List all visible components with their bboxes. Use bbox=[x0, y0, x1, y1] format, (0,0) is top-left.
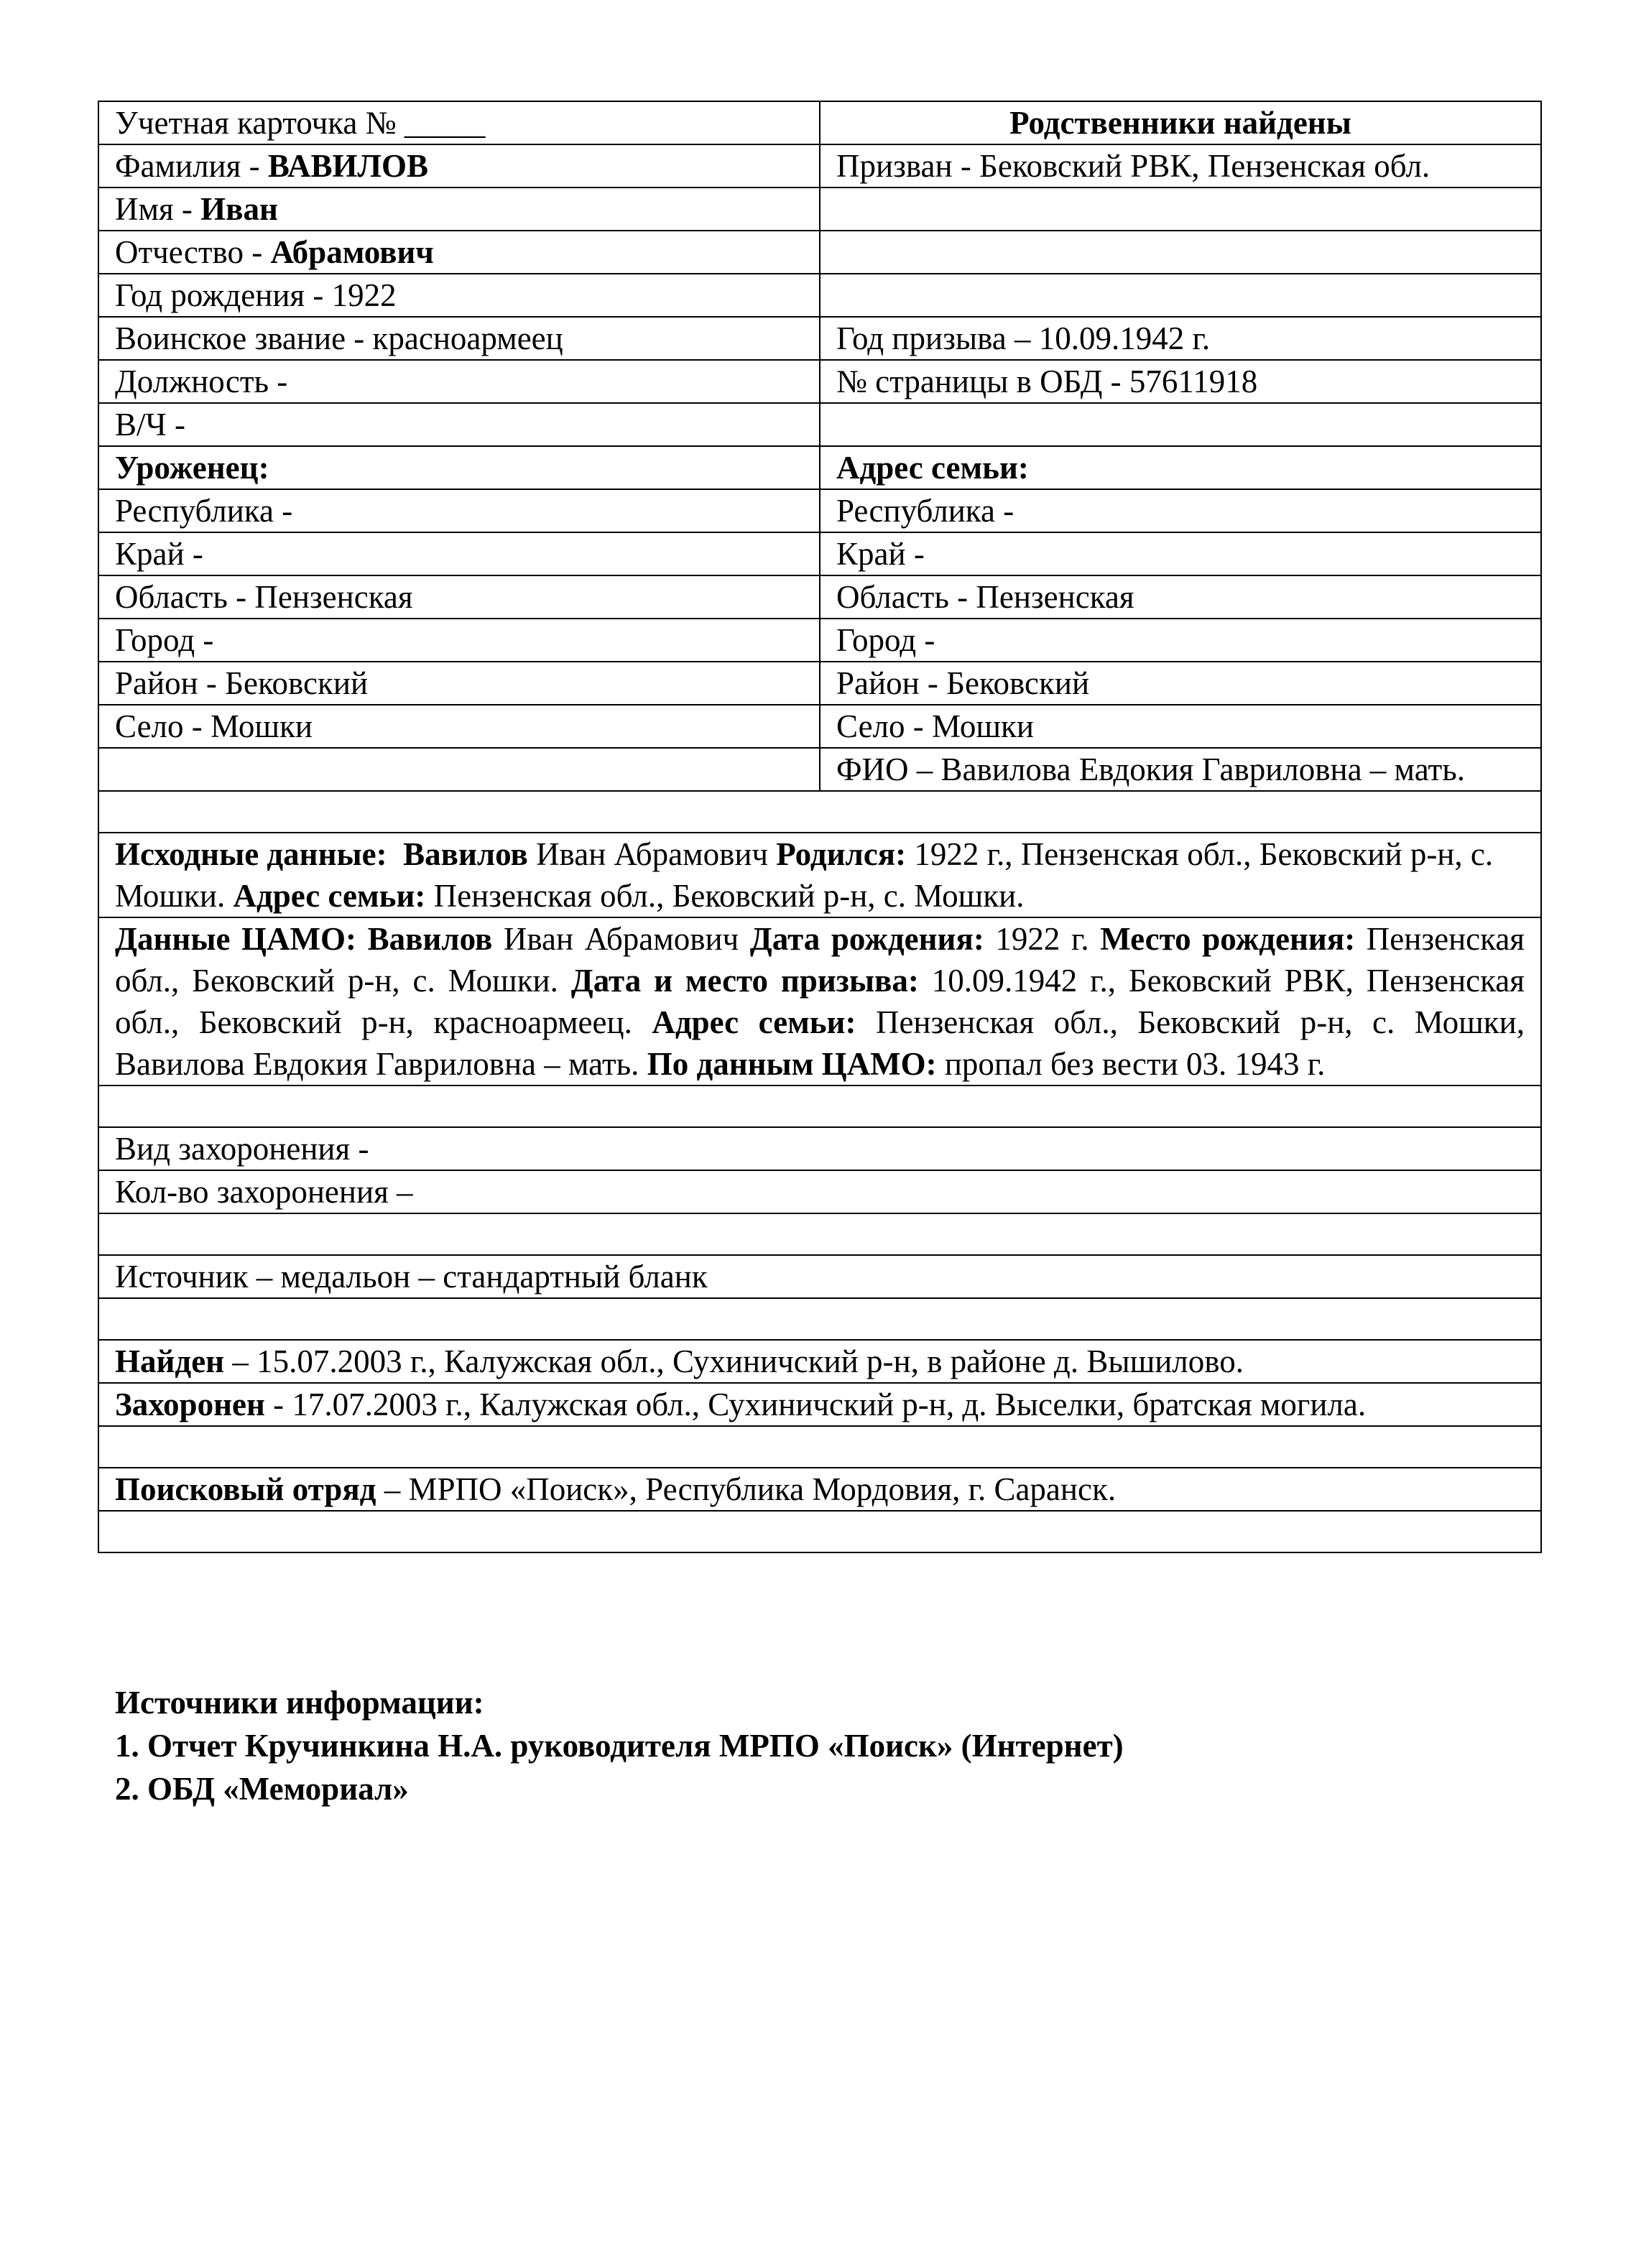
military-unit: В/Ч - bbox=[98, 403, 820, 446]
position: Должность - bbox=[98, 360, 820, 403]
record-table bbox=[98, 101, 1542, 1553]
surname-cell: Фамилия - ВАВИЛОВ bbox=[98, 144, 820, 188]
search-team: Поисковый отряд – МРПО «Поиск», Республика Мордовия, г. Саранск. bbox=[98, 1468, 1541, 1511]
table-row bbox=[98, 1127, 1541, 1170]
surname: ВАВИЛОВ bbox=[267, 148, 429, 184]
sources-heading: Источники информации: bbox=[115, 1685, 484, 1721]
family-fio: ФИО – Вавилова Евдокия Гавриловна – мать. bbox=[820, 748, 1541, 791]
tsamo-data: Данные ЦАМО: Вавилов Иван Абрамович Дата рождения: 1922 г. Место рождения: Пензенская обл., Бековский р-н, с. Мошки. Дата и место призыва: 10.09.1942 г., Бековский РВК, Пензенская обл., Бековский р-н, красноармеец. Адрес семьи: Пензенская обл., Бековский р-н, с. Мошки, Вавилова Евдокия Гавриловна – мать. По данным ЦАМО: пропал без вести 03. 1943 г. bbox=[98, 917, 1541, 1086]
record-card bbox=[98, 101, 1542, 1553]
card-number: Учетная карточка № _____ bbox=[98, 101, 820, 144]
obd-page: № страницы в ОБД - 57611918 bbox=[820, 360, 1541, 403]
native-village: Село - Мошки bbox=[98, 705, 820, 748]
family-city: Город - bbox=[820, 619, 1541, 662]
table-row bbox=[98, 1426, 1541, 1468]
table-row bbox=[98, 317, 1541, 360]
table-row bbox=[98, 231, 1541, 274]
table-row bbox=[98, 489, 1541, 532]
source-data: Исходные данные: Вавилов Иван Абрамович Родился: 1922 г., Пензенская обл., Бековский р-н, с. Мошки. Адрес семьи: Пензенская обл., Бековский р-н, с. Мошки. bbox=[98, 833, 1541, 917]
patronymic-cell: Отчество - Абрамович bbox=[98, 231, 820, 274]
buried-info: Захоронен - 17.07.2003 г., Калужская обл., Сухиничский р-н, д. Выселки, братская могила. bbox=[98, 1383, 1541, 1426]
table-row bbox=[98, 575, 1541, 619]
table-row bbox=[98, 1511, 1541, 1552]
table-row bbox=[98, 1468, 1541, 1511]
drafted-by: Призван - Бековский РВК, Пензенская обл. bbox=[820, 144, 1541, 188]
native-city: Город - bbox=[98, 619, 820, 662]
family-village: Село - Мошки bbox=[820, 705, 1541, 748]
family-oblast: Область - Пензенская bbox=[820, 575, 1541, 619]
source-item: 2. ОБД «Мемориал» bbox=[115, 1771, 409, 1807]
relatives-found: Родственники найдены bbox=[1009, 105, 1351, 141]
birth-year: Год рождения - 1922 bbox=[98, 274, 820, 317]
burial-type: Вид захоронения - bbox=[98, 1127, 1541, 1170]
table-row bbox=[98, 274, 1541, 317]
native-krai: Край - bbox=[98, 532, 820, 575]
table-row bbox=[98, 662, 1541, 705]
table-row bbox=[98, 532, 1541, 575]
family-republic: Республика - bbox=[820, 489, 1541, 532]
table-row bbox=[98, 791, 1541, 833]
table-row bbox=[98, 101, 1541, 144]
table-row bbox=[98, 360, 1541, 403]
source-item: 1. Отчет Кручинкина Н.А. руководителя МРПО «Поиск» (Интернет) bbox=[115, 1728, 1124, 1764]
first-name: Иван bbox=[200, 191, 278, 227]
table-row bbox=[98, 403, 1541, 446]
table-row bbox=[98, 1298, 1541, 1340]
table-row bbox=[98, 748, 1541, 791]
native-heading: Уроженец: bbox=[115, 450, 269, 486]
table-row bbox=[98, 705, 1541, 748]
burial-count: Кол-во захоронения – bbox=[98, 1170, 1541, 1213]
table-row bbox=[98, 1086, 1541, 1127]
table-row bbox=[98, 1255, 1541, 1298]
table-row bbox=[98, 917, 1541, 1086]
family-raion: Район - Бековский bbox=[820, 662, 1541, 705]
table-row bbox=[98, 188, 1541, 231]
found-info: Найден – 15.07.2003 г., Калужская обл., Сухиничский р-н, в районе д. Вышилово. bbox=[98, 1340, 1541, 1383]
table-row bbox=[98, 1213, 1541, 1255]
patronymic: Абрамович bbox=[270, 234, 434, 270]
table-row bbox=[98, 144, 1541, 188]
table-row bbox=[98, 446, 1541, 489]
family-krai: Край - bbox=[820, 532, 1541, 575]
table-row bbox=[98, 1383, 1541, 1426]
table-row bbox=[98, 619, 1541, 662]
burial-source: Источник – медальон – стандартный бланк bbox=[98, 1255, 1541, 1298]
native-republic: Республика - bbox=[98, 489, 820, 532]
name-cell: Имя - Иван bbox=[98, 188, 820, 231]
native-raion: Район - Бековский bbox=[98, 662, 820, 705]
family-heading: Адрес семьи: bbox=[836, 450, 1029, 486]
table-row bbox=[98, 1340, 1541, 1383]
table-row bbox=[98, 1170, 1541, 1213]
military-rank: Воинское звание - красноармеец bbox=[98, 317, 820, 360]
table-row bbox=[98, 833, 1541, 917]
native-oblast: Область - Пензенская bbox=[98, 575, 820, 619]
sources-section bbox=[115, 1681, 1124, 1810]
draft-year: Год призыва – 10.09.1942 г. bbox=[820, 317, 1541, 360]
